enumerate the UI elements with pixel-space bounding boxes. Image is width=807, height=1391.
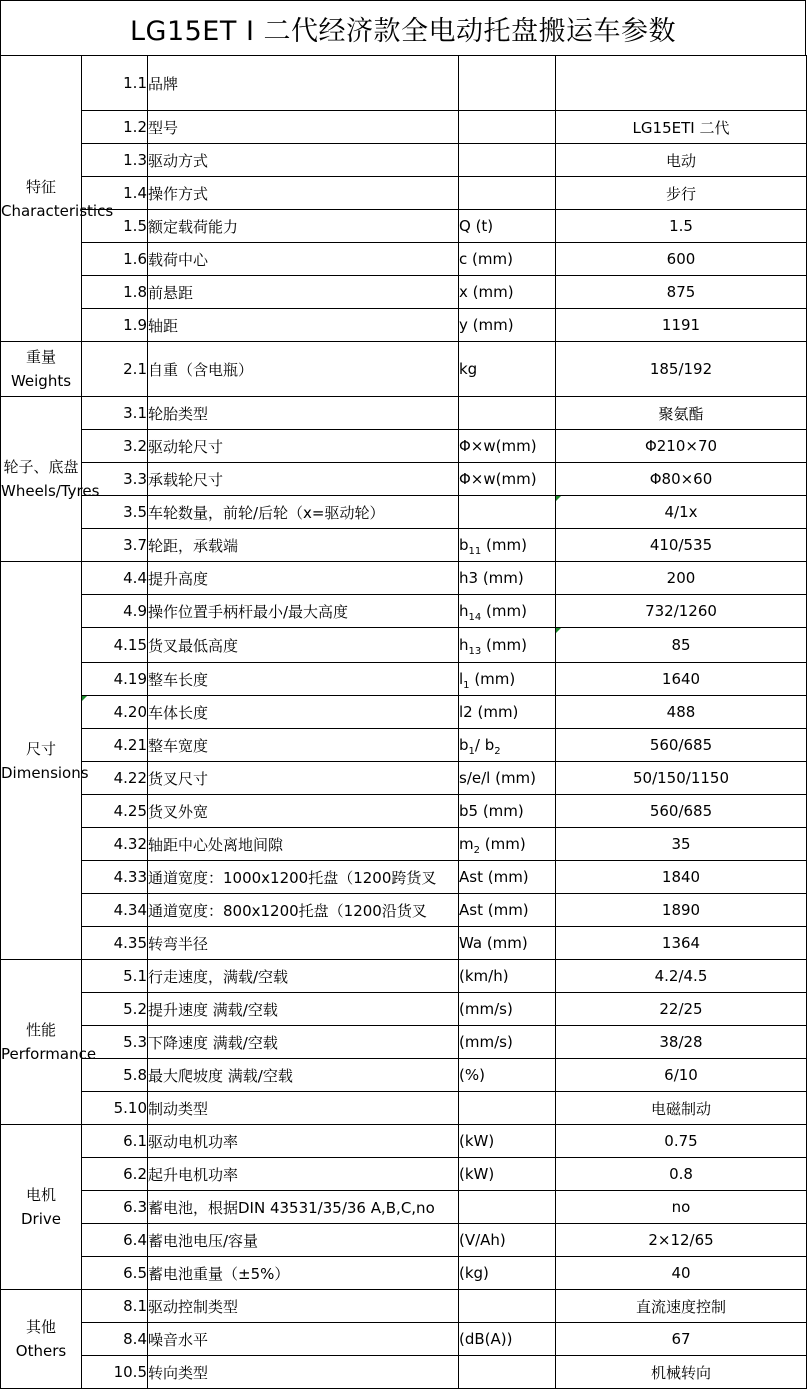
param-symbol (459, 1191, 556, 1224)
param-value: 1890 (556, 894, 807, 927)
param-code: 4.4 (82, 562, 148, 595)
table-row (1, 243, 807, 276)
param-name: 车体长度 (148, 696, 459, 729)
param-name: 蓄电池重量（±5%） (148, 1257, 459, 1290)
table-row (1, 342, 807, 397)
param-value: no (556, 1191, 807, 1224)
param-code: 4.35 (82, 927, 148, 960)
param-code: 1.9 (82, 309, 148, 342)
param-symbol: Ast (mm) (459, 894, 556, 927)
param-value: 35 (556, 828, 807, 861)
table-row (1, 960, 807, 993)
param-symbol: kg (459, 342, 556, 397)
param-value: 875 (556, 276, 807, 309)
param-symbol: (%) (459, 1059, 556, 1092)
param-code: 3.5 (82, 496, 148, 529)
param-name: 自重（含电瓶） (148, 342, 459, 397)
param-value: 410/535 (556, 529, 807, 562)
param-code: 1.4 (82, 177, 148, 210)
param-code: 4.25 (82, 795, 148, 828)
param-value: 185/192 (556, 342, 807, 397)
param-value: Φ80×60 (556, 463, 807, 496)
param-name: 型号 (148, 111, 459, 144)
param-code: 1.5 (82, 210, 148, 243)
table-row (1, 309, 807, 342)
table-row (1, 1323, 807, 1356)
param-name: 操作方式 (148, 177, 459, 210)
param-name: 轮胎类型 (148, 397, 459, 430)
table-row (1, 696, 807, 729)
param-value: Φ210×70 (556, 430, 807, 463)
param-code: 1.8 (82, 276, 148, 309)
table-row (1, 1059, 807, 1092)
param-value: 600 (556, 243, 807, 276)
param-name: 最大爬坡度 满载/空载 (148, 1059, 459, 1092)
param-code: 5.10 (82, 1092, 148, 1125)
param-symbol: (kW) (459, 1158, 556, 1191)
param-name: 整车宽度 (148, 729, 459, 762)
param-symbol: (km/h) (459, 960, 556, 993)
param-value: 1191 (556, 309, 807, 342)
spec-table-body (1, 56, 807, 1389)
param-symbol: Q (t) (459, 210, 556, 243)
table-row (1, 729, 807, 762)
param-name: 蓄电池，根据DIN 43531/35/36 A,B,C,no (148, 1191, 459, 1224)
param-value: 1364 (556, 927, 807, 960)
table-row (1, 1290, 807, 1323)
category-label: 特征 Characteristics (1, 56, 82, 342)
table-row (1, 397, 807, 430)
param-value: 电磁制动 (556, 1092, 807, 1125)
param-code: 3.2 (82, 430, 148, 463)
param-symbol (459, 1290, 556, 1323)
param-symbol: (dB(A)) (459, 1323, 556, 1356)
param-name: 前悬距 (148, 276, 459, 309)
param-code: 1.6 (82, 243, 148, 276)
param-value: LG15ETⅠ 二代 (556, 111, 807, 144)
table-row (1, 795, 807, 828)
param-name: 品牌 (148, 56, 459, 111)
param-name: 驱动轮尺寸 (148, 430, 459, 463)
param-symbol: $b_{11}$ (mm) (459, 529, 556, 562)
param-name: 起升电机功率 (148, 1158, 459, 1191)
param-symbol: $m_2$ (mm) (459, 828, 556, 861)
param-value: 1840 (556, 861, 807, 894)
table-row (1, 463, 807, 496)
param-value: 1640 (556, 663, 807, 696)
page-title: LG15ET Ⅰ 二代经济款全电动托盘搬运车参数 (0, 0, 806, 55)
param-symbol: y (mm) (459, 309, 556, 342)
param-code: 3.1 (82, 397, 148, 430)
param-symbol: $l_1$ (mm) (459, 663, 556, 696)
param-symbol: (kW) (459, 1125, 556, 1158)
table-row (1, 529, 807, 562)
category-label: 重量 Weights (1, 342, 82, 397)
table-row (1, 1356, 807, 1389)
param-symbol: b5 (mm) (459, 795, 556, 828)
param-symbol (459, 1356, 556, 1389)
param-name: 轴距 (148, 309, 459, 342)
param-name: 整车长度 (148, 663, 459, 696)
param-symbol: (kg) (459, 1257, 556, 1290)
category-label: 性能 Performance (1, 960, 82, 1125)
param-value: 732/1260 (556, 595, 807, 628)
param-symbol: x (mm) (459, 276, 556, 309)
param-code: 6.2 (82, 1158, 148, 1191)
param-symbol (459, 496, 556, 529)
param-code: 8.4 (82, 1323, 148, 1356)
param-symbol (459, 144, 556, 177)
param-name: 行走速度，满载/空载 (148, 960, 459, 993)
table-row (1, 496, 807, 529)
table-row (1, 1125, 807, 1158)
param-name: 通道宽度：1000x1200托盘（1200跨货叉 (148, 861, 459, 894)
table-row (1, 1191, 807, 1224)
param-value: 步行 (556, 177, 807, 210)
param-code: 10.5 (82, 1356, 148, 1389)
table-row (1, 663, 807, 696)
table-row (1, 430, 807, 463)
param-name: 载荷中心 (148, 243, 459, 276)
table-row (1, 927, 807, 960)
param-symbol: Φ×w(mm) (459, 463, 556, 496)
param-code: 4.15 (82, 628, 148, 663)
param-value: 机械转向 (556, 1356, 807, 1389)
param-code: 4.33 (82, 861, 148, 894)
param-code: 5.2 (82, 993, 148, 1026)
param-symbol: Wa (mm) (459, 927, 556, 960)
table-row (1, 276, 807, 309)
table-row (1, 56, 807, 111)
param-symbol (459, 56, 556, 111)
param-symbol: l2 (mm) (459, 696, 556, 729)
param-code: 3.7 (82, 529, 148, 562)
param-symbol (459, 397, 556, 430)
table-row (1, 762, 807, 795)
category-label: 其他 Others (1, 1290, 82, 1389)
param-code: 3.3 (82, 463, 148, 496)
category-label: 尺寸 Dimensions (1, 562, 82, 960)
param-code: 5.3 (82, 1026, 148, 1059)
table-row (1, 861, 807, 894)
param-value (556, 56, 807, 111)
table-row (1, 595, 807, 628)
param-code: 4.22 (82, 762, 148, 795)
param-symbol: Φ×w(mm) (459, 430, 556, 463)
param-value: 0.75 (556, 1125, 807, 1158)
param-symbol: h3 (mm) (459, 562, 556, 595)
table-row (1, 828, 807, 861)
param-code: 6.1 (82, 1125, 148, 1158)
param-value: 560/685 (556, 795, 807, 828)
param-symbol: s/e/l (mm) (459, 762, 556, 795)
param-symbol (459, 177, 556, 210)
param-name: 噪音水平 (148, 1323, 459, 1356)
param-name: 驱动方式 (148, 144, 459, 177)
param-symbol: (mm/s) (459, 1026, 556, 1059)
param-value: 200 (556, 562, 807, 595)
param-name: 货叉外宽 (148, 795, 459, 828)
param-name: 操作位置手柄杆最小/最大高度 (148, 595, 459, 628)
param-code: 6.3 (82, 1191, 148, 1224)
param-value: 67 (556, 1323, 807, 1356)
table-row (1, 1092, 807, 1125)
param-value: 电动 (556, 144, 807, 177)
param-code: 2.1 (82, 342, 148, 397)
table-row (1, 993, 807, 1026)
table-row (1, 177, 807, 210)
table-row (1, 1257, 807, 1290)
table-row (1, 628, 807, 663)
param-value: 488 (556, 696, 807, 729)
table-row (1, 894, 807, 927)
param-name: 承载轮尺寸 (148, 463, 459, 496)
param-code: 1.1 (82, 56, 148, 111)
param-symbol: $h_{14}$ (mm) (459, 595, 556, 628)
param-name: 货叉尺寸 (148, 762, 459, 795)
table-row (1, 111, 807, 144)
category-label: 电机 Drive (1, 1125, 82, 1290)
param-code: 4.32 (82, 828, 148, 861)
param-code: 6.4 (82, 1224, 148, 1257)
param-symbol: c (mm) (459, 243, 556, 276)
param-name: 轴距中心处离地间隙 (148, 828, 459, 861)
param-name: 提升速度 满载/空载 (148, 993, 459, 1026)
category-label: 轮子、底盘 Wheels/Tyres (1, 397, 82, 562)
param-value: 85 (556, 628, 807, 663)
param-value: 22/25 (556, 993, 807, 1026)
table-row (1, 144, 807, 177)
param-value: 2×12/65 (556, 1224, 807, 1257)
param-name: 蓄电池电压/容量 (148, 1224, 459, 1257)
param-name: 驱动控制类型 (148, 1290, 459, 1323)
param-symbol (459, 1092, 556, 1125)
param-value: 4.2/4.5 (556, 960, 807, 993)
param-name: 制动类型 (148, 1092, 459, 1125)
param-value: 40 (556, 1257, 807, 1290)
table-row (1, 1224, 807, 1257)
param-value: 1.5 (556, 210, 807, 243)
table-row (1, 210, 807, 243)
param-name: 轮距，承载端 (148, 529, 459, 562)
param-name: 驱动电机功率 (148, 1125, 459, 1158)
param-name: 下降速度 满载/空载 (148, 1026, 459, 1059)
param-code: 1.3 (82, 144, 148, 177)
param-symbol: $b_1/$ $b_2$ (459, 729, 556, 762)
param-symbol: (V/Ah) (459, 1224, 556, 1257)
param-name: 额定载荷能力 (148, 210, 459, 243)
param-name: 转向类型 (148, 1356, 459, 1389)
param-code: 5.1 (82, 960, 148, 993)
param-code: 4.21 (82, 729, 148, 762)
param-value: 4/1x (556, 496, 807, 529)
param-code: 1.2 (82, 111, 148, 144)
param-value: 6/10 (556, 1059, 807, 1092)
param-value: 560/685 (556, 729, 807, 762)
param-name: 货叉最低高度 (148, 628, 459, 663)
param-value: 0.8 (556, 1158, 807, 1191)
param-name: 车轮数量，前轮/后轮（x=驱动轮） (148, 496, 459, 529)
param-value: 聚氨酯 (556, 397, 807, 430)
spec-table (0, 55, 807, 1389)
param-symbol: (mm/s) (459, 993, 556, 1026)
param-code: 6.5 (82, 1257, 148, 1290)
param-name: 通道宽度：800x1200托盘（1200沿货叉 (148, 894, 459, 927)
table-row (1, 562, 807, 595)
param-symbol (459, 111, 556, 144)
param-name: 转弯半径 (148, 927, 459, 960)
param-value: 50/150/1150 (556, 762, 807, 795)
param-value: 直流速度控制 (556, 1290, 807, 1323)
param-code: 4.19 (82, 663, 148, 696)
table-row (1, 1158, 807, 1191)
param-name: 提升高度 (148, 562, 459, 595)
param-code: 4.9 (82, 595, 148, 628)
param-code: 5.8 (82, 1059, 148, 1092)
param-code: 4.20 (82, 696, 148, 729)
table-row (1, 1026, 807, 1059)
param-symbol: Ast (mm) (459, 861, 556, 894)
param-code: 4.34 (82, 894, 148, 927)
param-value: 38/28 (556, 1026, 807, 1059)
param-code: 8.1 (82, 1290, 148, 1323)
param-symbol: $h_{13}$ (mm) (459, 628, 556, 663)
